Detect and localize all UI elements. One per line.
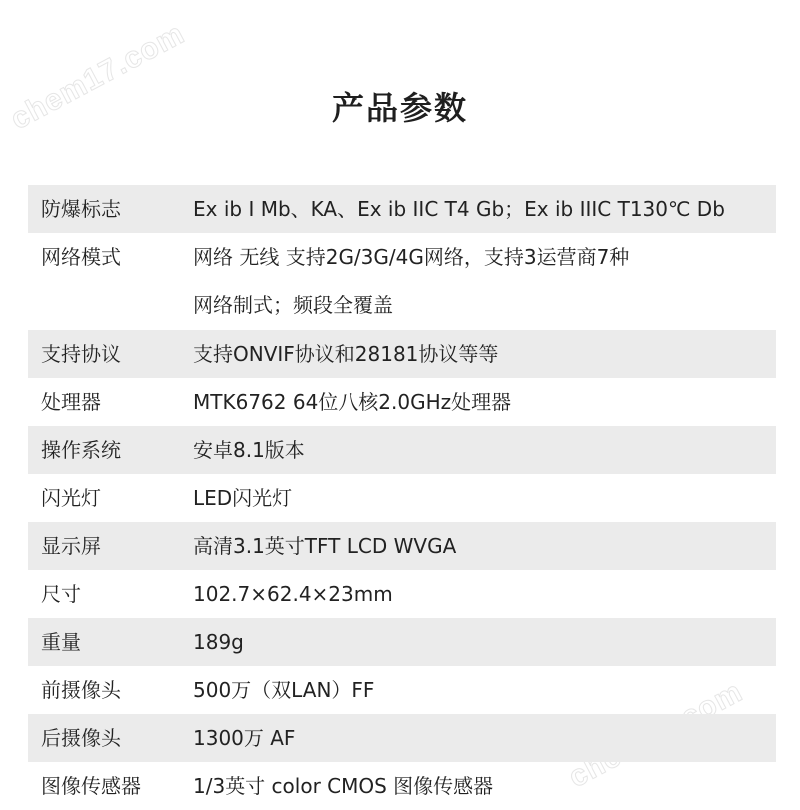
spec-value xyxy=(193,570,776,618)
spec-row-flash xyxy=(28,474,776,522)
spec-label: 闪光灯 xyxy=(41,486,101,510)
watermark: chem17.com xyxy=(5,16,191,137)
spec-row-size xyxy=(28,570,776,618)
spec-value-line: 高清3.1英寸TFT LCD WVGA xyxy=(193,534,457,558)
spec-value xyxy=(193,378,776,426)
spec-row-display xyxy=(28,522,776,570)
spec-row-weight xyxy=(28,618,776,666)
spec-label: 处理器 xyxy=(41,390,101,414)
spec-row-protocol xyxy=(28,330,776,378)
spec-row-network-mode xyxy=(28,233,776,330)
page-title: 产品参数 xyxy=(331,89,468,127)
spec-row-os xyxy=(28,426,776,474)
spec-value xyxy=(193,522,776,570)
spec-value xyxy=(193,474,776,522)
spec-value-line: Ex ib I Mb、KA、Ex ib IIC T4 Gb；Ex ib IIIC T130℃ Db xyxy=(193,197,725,221)
spec-value-line: LED闪光灯 xyxy=(193,486,293,510)
spec-value-line: 网络 无线 支持2G/3G/4G网络，支持3运营商7种 xyxy=(193,245,630,269)
spec-value-line: 189g xyxy=(193,630,244,654)
spec-value-line: 102.7×62.4×23mm xyxy=(193,582,393,606)
spec-label: 显示屏 xyxy=(41,534,101,558)
spec-value xyxy=(193,666,776,714)
spec-value xyxy=(193,233,776,330)
spec-table xyxy=(28,185,776,810)
spec-value xyxy=(193,426,776,474)
spec-value-line: 安卓8.1版本 xyxy=(193,438,305,462)
spec-value-line: 500万（双LAN）FF xyxy=(193,678,375,702)
spec-value xyxy=(193,714,776,762)
spec-label: 后摄像头 xyxy=(41,726,121,750)
spec-value xyxy=(193,618,776,666)
spec-value-line: 支持ONVIF协议和28181协议等等 xyxy=(193,342,499,366)
spec-value-line: MTK6762 64位八核2.0GHz处理器 xyxy=(193,390,512,414)
spec-row-explosion-mark xyxy=(28,185,776,233)
spec-label: 重量 xyxy=(41,630,81,654)
spec-value-line: 1/3英寸 color CMOS 图像传感器 xyxy=(193,774,494,798)
spec-label: 图像传感器 xyxy=(41,774,141,798)
spec-label: 支持协议 xyxy=(41,342,121,366)
spec-value-line: 1300万 AF xyxy=(193,726,296,750)
spec-row-rear-camera xyxy=(28,714,776,762)
spec-row-processor xyxy=(28,378,776,426)
spec-value xyxy=(193,185,776,233)
spec-label: 网络模式 xyxy=(41,245,121,269)
spec-row-front-camera xyxy=(28,666,776,714)
spec-label: 尺寸 xyxy=(41,582,81,606)
spec-value-line: 网络制式；频段全覆盖 xyxy=(193,293,393,317)
spec-label: 操作系统 xyxy=(41,438,121,462)
spec-label: 前摄像头 xyxy=(41,678,121,702)
spec-value xyxy=(193,330,776,378)
spec-label: 防爆标志 xyxy=(41,197,121,221)
